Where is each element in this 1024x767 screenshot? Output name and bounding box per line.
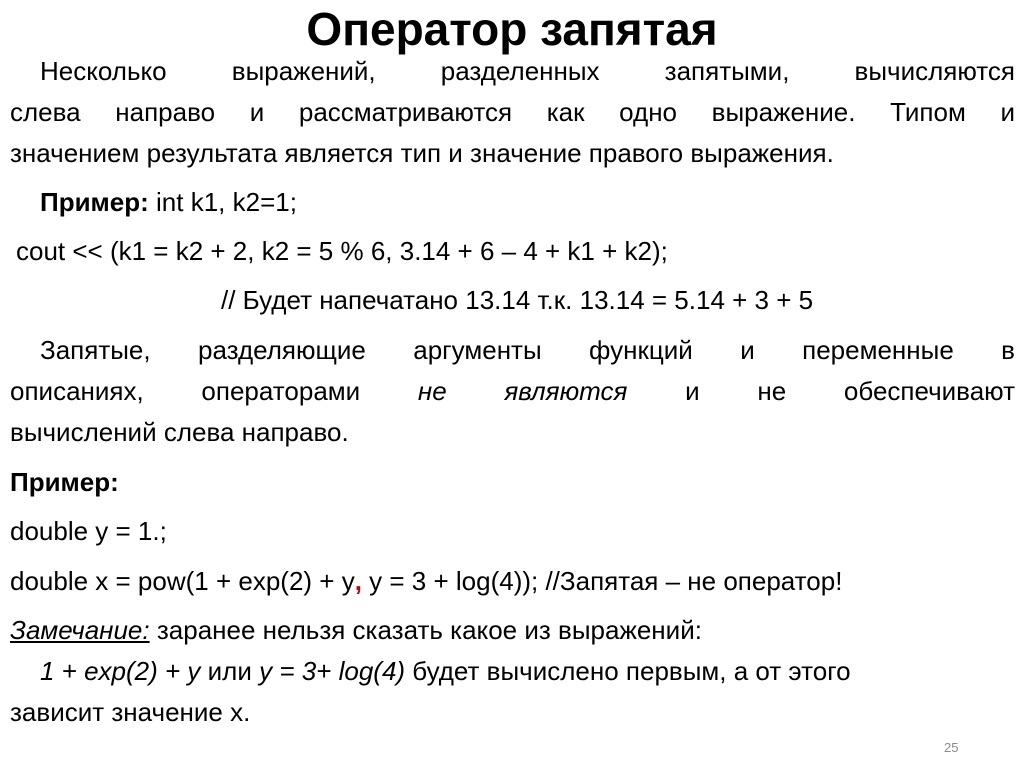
example-2-code-2b: y = 3 + log(4)); //Запятая – не оператор! <box>361 566 843 596</box>
paragraph-1-line-3 <box>10 137 834 169</box>
example-2-code-2 <box>10 565 842 597</box>
note-line-2 <box>40 655 851 687</box>
paragraph-1-text-3: значением результата является тип и значение правого выражения. <box>10 138 834 168</box>
paragraph-2-text-2b: и не обеспечивают <box>685 376 1015 406</box>
example-2-code-2a: double x = pow(1 + exp(2) + y <box>10 566 355 596</box>
note-line-1 <box>10 614 702 646</box>
note-text: заранее нельзя сказать какое из выражений: <box>149 615 702 645</box>
example-2-code-1-text: double y = 1.; <box>10 516 167 546</box>
example-2-code-1 <box>10 515 167 547</box>
example-1-declaration <box>40 186 297 218</box>
paragraph-2-text-2a: описаниях, операторами <box>10 376 361 406</box>
paragraph-1-line-1 <box>40 55 1015 87</box>
paragraph-2-text-3: вычислений слева направо. <box>10 417 349 447</box>
note-line-3 <box>10 696 250 728</box>
paragraph-2-line-3 <box>10 416 349 448</box>
paragraph-2-emphasis: не являются <box>417 376 628 406</box>
paragraph-1-text-2: слева направо и рассматриваются как одно выражение. Типом и <box>10 97 1015 127</box>
example-1-decl: int k1, k2=1; <box>148 187 297 217</box>
paragraph-1-line-2 <box>10 96 1015 128</box>
note-rest: будет вычислено первым, а от этого <box>405 656 851 686</box>
example-1-label: Пример: <box>40 187 149 217</box>
example-1-code-text: cout << (k1 = k2 + 2, k2 = 5 % 6, 3.14 + 6 – 4 + k1 + k2); <box>16 236 668 266</box>
example-1-comment-text: // Будет напечатано 13.14 т.к. 13.14 = 5.14 + 3 + 5 <box>221 285 814 315</box>
highlighted-comma: , <box>354 566 362 596</box>
page-number: 25 <box>944 740 959 755</box>
note-expression-1: 1 + exp(2) + y <box>40 656 201 686</box>
paragraph-2-line-2 <box>10 375 1015 407</box>
note-label: Замечание: <box>10 615 150 645</box>
example-1-code <box>16 235 668 267</box>
paragraph-2-text-1: Запятые, разделяющие аргументы функций и переменные в <box>40 335 1015 365</box>
note-or: или <box>200 656 260 686</box>
example-1-comment <box>221 284 813 316</box>
paragraph-2-line-1 <box>40 334 1015 366</box>
slide-title: Оператор запятая <box>306 3 718 55</box>
example-2-label: Пример: <box>10 467 119 497</box>
note-expression-2: y = 3+ log(4) <box>259 656 406 686</box>
paragraph-1-text-1: Несколько выражений, разделенных запятыми, вычисляются <box>40 56 1015 86</box>
note-text-3: зависит значение x. <box>10 697 251 727</box>
